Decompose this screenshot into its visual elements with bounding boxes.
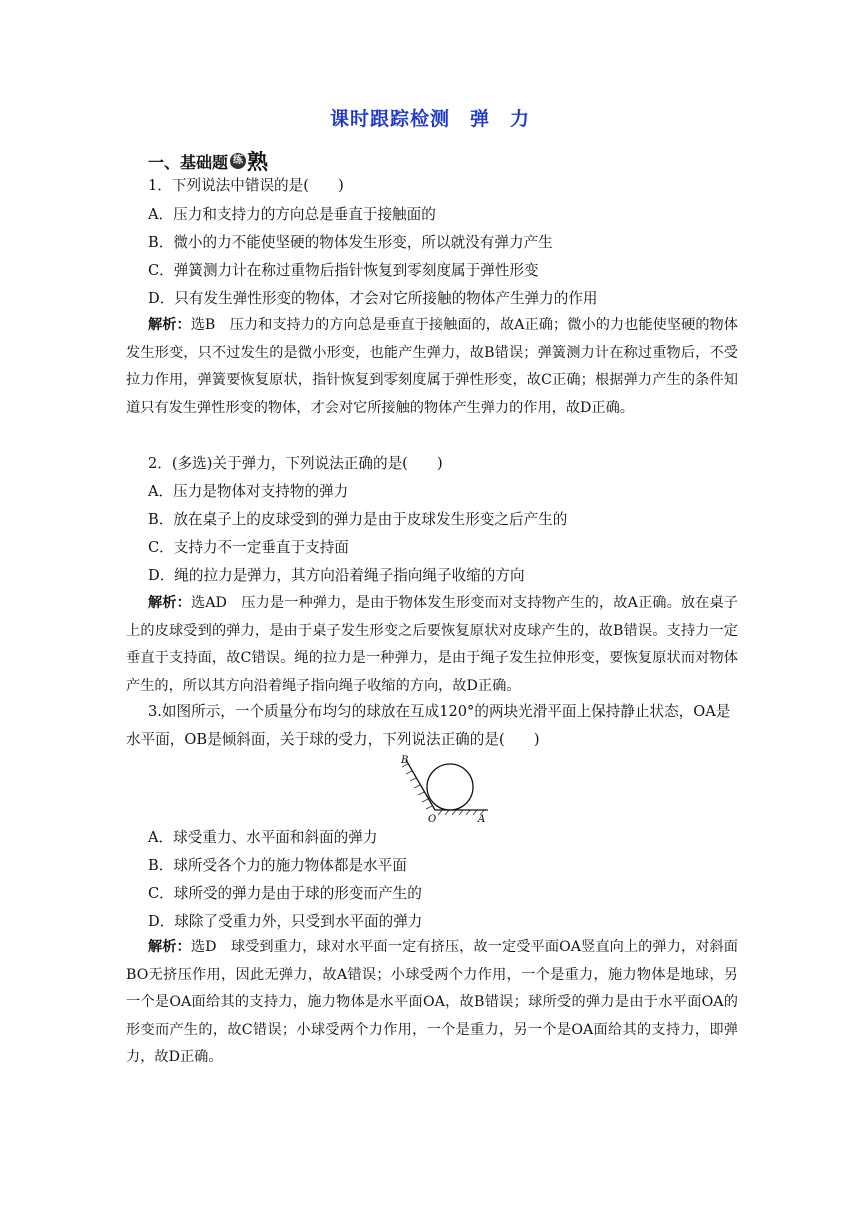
ball bbox=[427, 764, 473, 810]
q3-analysis-label: 解析： bbox=[148, 939, 191, 955]
q3-option-d: D．球除了受重力外，只受到水平面的弹力 bbox=[148, 913, 423, 930]
section-heading-text: 一、基础题 bbox=[148, 152, 229, 172]
q3-analysis bbox=[126, 934, 738, 1072]
q3-option-c: C．球所受的弹力是由于球的形变而产生的 bbox=[148, 885, 422, 902]
q2-option-c: C．支持力不一定垂直于支持面 bbox=[148, 539, 349, 556]
q1-option-b: B．微小的力不能使坚硬的物体发生形变，所以就没有弹力产生 bbox=[148, 234, 553, 251]
q2-analysis-text: 选AD 压力是一种弹力，是由于物体发生形变而对支持物产生的，故A正确。放在桌子上的皮球受到的弹力，是由于桌子发生形变之后要恢复原状对皮球产生的，故B错误。支持力一定垂直于支持面，故C错误。绳的拉力是一种弹力，是由于绳子发生拉伸形变，要恢复原状而对物体产生的，所以其方向沿着绳子指向绳子收缩的方向，故D正确。 bbox=[126, 595, 738, 694]
q1-option-d: D．只有发生弹性形变的物体，才会对它所接触的物体产生弹力的作用 bbox=[148, 290, 598, 307]
q2-analysis-label: 解析： bbox=[148, 595, 191, 611]
q2-stem: 2．(多选)关于弹力，下列说法正确的是( ) bbox=[148, 455, 443, 472]
page-title: 课时跟踪检测 弹 力 bbox=[329, 108, 530, 130]
incline-ob bbox=[406, 760, 435, 810]
q1-stem: 1．下列说法中错误的是( ) bbox=[148, 177, 344, 194]
q2-option-a: A．压力是物体对支持物的弹力 bbox=[148, 483, 349, 500]
q1-option-a: A．压力和支持力的方向总是垂直于接触面的 bbox=[148, 206, 436, 223]
q1-analysis-label: 解析： bbox=[148, 317, 191, 333]
q3-stem: 3.如图所示，一个质量分布均匀的球放在互成120°的两块光滑平面上保持静止状态，OA是水平面，OB是倾斜面，关于球的受力，下列说法正确的是( ) bbox=[126, 703, 731, 748]
label-b: B bbox=[401, 755, 409, 766]
q1-option-c: C．弹簧测力计在称过重物后指针恢复到零刻度属于弹性形变 bbox=[148, 262, 539, 279]
q1-analysis bbox=[126, 312, 738, 422]
section-heading-suffix: 熟 bbox=[247, 150, 269, 174]
q2-analysis bbox=[126, 590, 738, 700]
q3-analysis-text: 选D 球受到重力，球对水平面一定有挤压，故一定受平面OA竖直向上的弹力，对斜面BO无挤压作用，因此无弹力，故A错误；小球受两个力作用，一个是重力，施力物体是地球，另一个是OA面给其的支持力，施力物体是水平面OA，故B错误；球所受的弹力是由于水平面OA的形变而产生的，故C错误；小球受两个力作用，一个是重力，另一个是OA面给其的支持力，即弹力，故D正确。 bbox=[126, 939, 738, 1065]
practice-badge-icon: 练 bbox=[230, 153, 246, 169]
q2-option-b: B．放在桌子上的皮球受到的弹力是由于皮球发生形变之后产生的 bbox=[148, 511, 568, 528]
q1-analysis-text: 选B 压力和支持力的方向总是垂直于接触面的，故A正确；微小的力也能使坚硬的物体发生形变，只不过发生的是微小形变，也能产生弹力，故B错误；弹簧测力计在称过重物后，不受拉力作用，弹簧要恢复原状，指针恢复到零刻度属于弹性形变，故C正确；根据弹力产生的条件知道只有发生弹性形变的物体，才会对它所接触的物体产生弹力的作用，故D正确。 bbox=[126, 317, 738, 416]
label-a: A bbox=[478, 814, 486, 825]
q3-option-a: A．球受重力、水平面和斜面的弹力 bbox=[148, 829, 378, 846]
ball-on-planes-figure bbox=[398, 752, 494, 826]
section-heading bbox=[148, 146, 268, 176]
q2-option-d: D．绳的拉力是弹力，其方向沿着绳子指向绳子收缩的方向 bbox=[148, 567, 525, 584]
q3-option-b: B．球所受各个力的施力物体都是水平面 bbox=[148, 857, 407, 874]
label-o: O bbox=[428, 814, 437, 825]
